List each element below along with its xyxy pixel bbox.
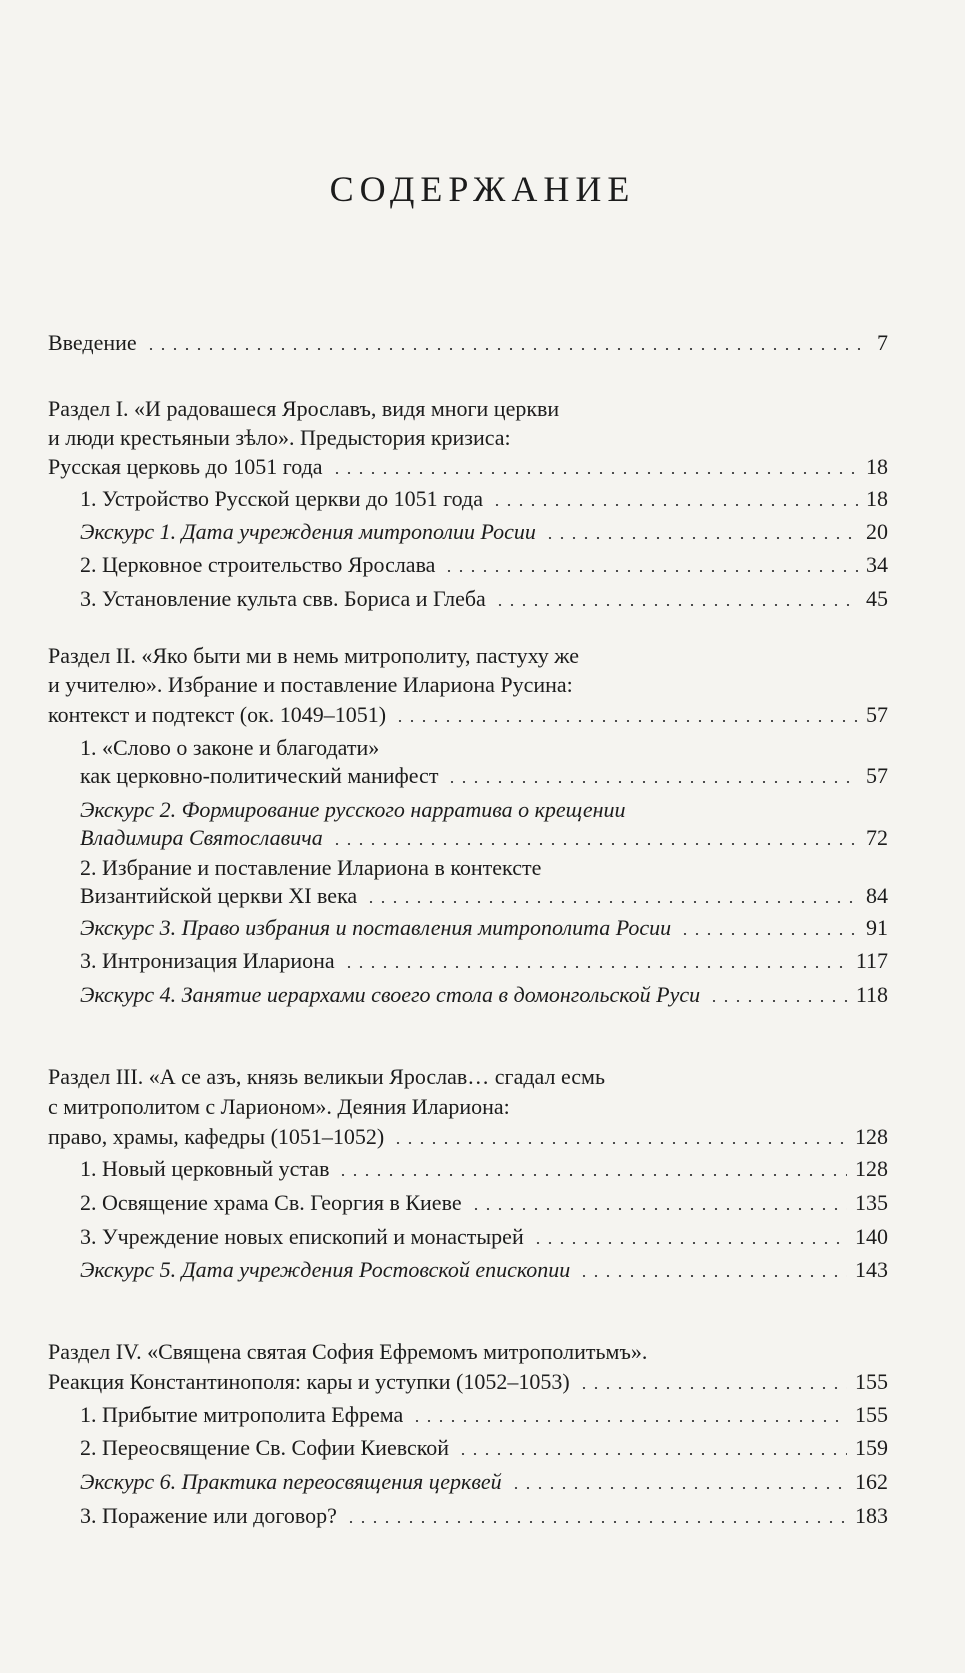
dot-leader — [446, 781, 858, 783]
dot-leader — [365, 901, 858, 903]
toc-excursus[interactable] — [80, 825, 888, 851]
toc-entry[interactable] — [80, 948, 888, 974]
toc-page-number: 57 — [866, 763, 888, 788]
toc-page-number: 155 — [855, 1402, 888, 1427]
toc-page-number: 183 — [855, 1503, 888, 1528]
toc-entry[interactable] — [80, 763, 888, 789]
toc-entry[interactable] — [80, 1503, 888, 1529]
toc-entry-label: Экскурс 4. Занятие иерархами своего стола в домонгольской Руси — [80, 982, 701, 1007]
toc-section-3[interactable] — [48, 1124, 888, 1150]
toc-entry-label: 2. Переосвящение Св. Софии Киевской — [80, 1435, 450, 1460]
section-1-title-line: и люди крестьяныи зѣло». Предыстория кризиса: — [48, 425, 511, 450]
toc-page-number: 117 — [855, 948, 888, 973]
dot-leader — [145, 348, 860, 350]
dot-leader — [411, 1420, 847, 1422]
dot-leader — [494, 604, 858, 606]
toc-excursus[interactable] — [80, 982, 888, 1008]
toc-entry-label: Экскурс 3. Право избрания и поставления митрополита Росии — [80, 915, 672, 940]
toc-entry-label: 3. Интронизация Илариона — [80, 948, 335, 973]
toc-entry[interactable] — [80, 1156, 888, 1182]
toc-page-number: 72 — [866, 825, 888, 850]
toc-entry-label: 2. Избрание и поставление Илариона в контексте — [80, 855, 542, 880]
toc-entry[interactable] — [80, 586, 888, 612]
toc-page-number: 155 — [855, 1369, 888, 1394]
section-4-title-line: Раздел IV. «Священа святая София Ефремомъ митрополитьмъ». — [48, 1339, 648, 1364]
toc-page-number: 20 — [866, 519, 888, 544]
dot-leader — [578, 1387, 847, 1389]
toc-entry-label: Византийской церкви XI века — [80, 883, 358, 908]
toc-page-number: 128 — [855, 1156, 888, 1181]
toc-entry-label: 2. Церковное строительство Ярослава — [80, 552, 436, 577]
section-2-title-line: контекст и подтекст (ок. 1049–1051) — [48, 702, 387, 727]
toc-entry-label: Экскурс 5. Дата учреждения Ростовской епископии — [80, 1257, 571, 1282]
toc-page-number: 118 — [855, 982, 888, 1007]
toc-entry[interactable] — [80, 1224, 888, 1250]
toc-entry-label: 3. Поражение или договор? — [80, 1503, 337, 1528]
toc-entry[interactable] — [80, 883, 888, 909]
toc-page-number: 18 — [866, 454, 888, 479]
dot-leader — [708, 1000, 848, 1002]
section-1-title-line: Русская церковь до 1051 года — [48, 454, 323, 479]
toc-excursus[interactable] — [80, 915, 888, 941]
dot-leader — [394, 720, 858, 722]
dot-leader — [337, 1174, 847, 1176]
toc-excursus-label: Экскурс 2. Формирование русского нарратива о крещении — [80, 797, 626, 822]
toc-entry-label: 2. Освящение храма Св. Георгия в Киеве — [80, 1190, 462, 1215]
dot-leader — [392, 1142, 847, 1144]
toc-excursus[interactable] — [80, 1257, 888, 1283]
toc-page-number: 159 — [855, 1435, 888, 1460]
dot-leader — [532, 1242, 847, 1244]
toc-entry-label: Владимира Святославича — [80, 825, 323, 850]
dot-leader — [510, 1487, 847, 1489]
toc-entry[interactable] — [80, 486, 888, 512]
dot-leader — [331, 472, 858, 474]
page-title: СОДЕРЖАНИЕ — [329, 169, 636, 209]
dot-leader — [470, 1208, 847, 1210]
dot-leader — [457, 1453, 847, 1455]
toc-section-1[interactable] — [48, 454, 888, 480]
toc-page-number: 84 — [866, 883, 888, 908]
toc-entry[interactable] — [80, 1190, 888, 1216]
toc-page-number: 162 — [855, 1469, 888, 1494]
section-3-title-line: право, храмы, кафедры (1051–1052) — [48, 1124, 385, 1149]
toc-page-number: 140 — [855, 1224, 888, 1249]
toc-page-number: 18 — [866, 486, 888, 511]
dot-leader — [679, 933, 858, 935]
dot-leader — [343, 966, 848, 968]
dot-leader — [578, 1275, 847, 1277]
dot-leader — [443, 570, 858, 572]
toc-entry-label: 1. Прибытие митрополита Ефрема — [80, 1402, 404, 1427]
section-2-title-line: и учителю». Избрание и поставление Илариона Русина: — [48, 672, 573, 697]
toc-entry-intro[interactable] — [48, 330, 888, 356]
toc-excursus[interactable] — [80, 1469, 888, 1495]
toc-page-number: 57 — [866, 702, 888, 727]
toc-entry-label: 1. Новый церковный устав — [80, 1156, 330, 1181]
toc-page-number: 7 — [877, 330, 888, 355]
toc-page-number: 135 — [855, 1190, 888, 1215]
dot-leader — [331, 843, 858, 845]
dot-leader — [345, 1521, 847, 1523]
section-4-title-line: Реакция Константинополя: кары и уступки (1052–1053) — [48, 1369, 570, 1394]
toc-section-2[interactable] — [48, 702, 888, 728]
toc-entry[interactable] — [80, 552, 888, 578]
toc-entry[interactable] — [80, 1435, 888, 1461]
toc-page-number: 91 — [866, 915, 888, 940]
section-2-title-line: Раздел II. «Яко быти ми в немь митрополиту, пастуху же — [48, 643, 579, 668]
toc-entry-label: Экскурс 1. Дата учреждения митрополии Росии — [80, 519, 536, 544]
toc-entry-label: 3. Установление культа свв. Бориса и Глеба — [80, 586, 486, 611]
toc-entry-label: как церковно-политический манифест — [80, 763, 439, 788]
toc-entry-label: 3. Учреждение новых епископий и монастырей — [80, 1224, 524, 1249]
toc-page-number: 128 — [855, 1124, 888, 1149]
toc-page-number: 143 — [855, 1257, 888, 1282]
section-3-title-line: Раздел III. «А се азъ, князь великыи Ярослав… сгадал есмь — [48, 1064, 606, 1089]
toc-entry-label: 1. Устройство Русской церкви до 1051 года — [80, 486, 483, 511]
dot-leader — [491, 504, 858, 506]
section-1-title-line: Раздел I. «И радовашеся Ярославъ, видя многи церкви — [48, 396, 560, 421]
toc-page-number: 45 — [866, 586, 888, 611]
toc-excursus[interactable] — [80, 519, 888, 545]
toc-entry-label: 1. «Слово о законе и благодати» — [80, 735, 380, 760]
toc-section-4[interactable] — [48, 1369, 888, 1395]
toc-page-number: 34 — [866, 552, 888, 577]
toc-entry[interactable] — [80, 1402, 888, 1428]
section-3-title-line: с митрополитом с Ларионом». Деяния Илариона: — [48, 1094, 510, 1119]
toc-entry-label: Экскурс 6. Практика переосвящения церквей — [80, 1469, 502, 1494]
dot-leader — [544, 537, 858, 539]
toc-entry-label: Введение — [48, 330, 137, 355]
